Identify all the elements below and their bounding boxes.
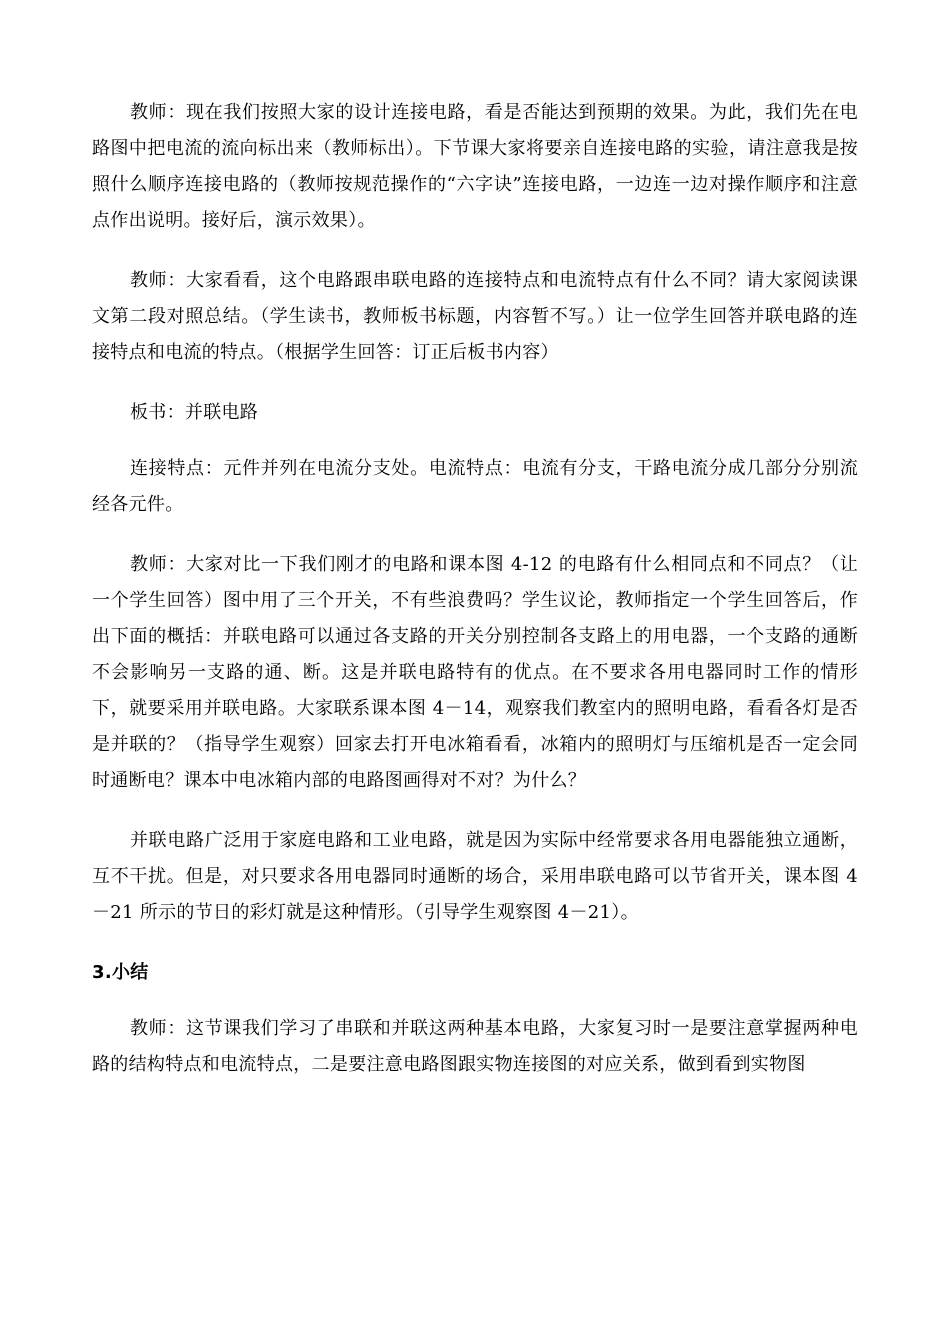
document-body	[92, 95, 858, 1107]
paragraph-applications: 并联电路广泛用于家庭电路和工业电路，就是因为实际中经常要求各用电器能独立通断，互不干扰。但是，对只要求各用电器同时通断的场合，采用串联电路可以节省开关，课本图 4－21 所示的节日的彩灯就是这种情形。（引导学生观察图 4－21）。	[92, 830, 858, 923]
paragraph-compare-figure: 教师：大家对比一下我们刚才的电路和课本图 4-12 的电路有什么相同点和不同点？（让一个学生回答）图中用了三个开关，不有些浪费吗？学生议论，教师指定一个学生回答后，作出下面的概括：并联电路可以通过各支路的开关分别控制各支路上的用电器，一个支路的通断不会影响另一支路的通、断。这是并联电路特有的优点。在不要求各用电器同时工作的情形下，就要采用并联电路。大家联系课本图 4－14，观察我们教室内的照明电路，看看各灯是否是并联的？（指导学生观察）回家去打开电冰箱看看，冰箱内的照明灯与压缩机是否一定会同时通断电？课本中电冰箱内部的电路图画得对不对？为什么？	[92, 554, 858, 791]
paragraph-board-title: 板书：并联电路	[130, 402, 259, 423]
paragraph-characteristics: 连接特点：元件并列在电流分支处。电流特点：电流有分支，干路电流分成几部分分别流经各元件。	[92, 458, 858, 515]
paragraph-circuit-demo: 教师：现在我们按照大家的设计连接电路，看是否能达到预期的效果。为此，我们先在电路图中把电流的流向标出来（教师标出）。下节课大家将要亲自连接电路的实验，请注意我是按照什么顺序连接电路的（教师按规范操作的“六字诀”连接电路，一边连一边对操作顺序和注意点作出说明。接好后，演示效果）。	[92, 102, 858, 231]
paragraph-compare-series: 教师：大家看看，这个电路跟串联电路的连接特点和电流特点有什么不同？请大家阅读课文第二段对照总结。（学生读书，教师板书标题，内容暂不写。）让一位学生回答并联电路的连接特点和电流的特点。（根据学生回答：订正后板书内容）	[92, 270, 858, 363]
section-heading-summary: 3.小结	[92, 962, 149, 983]
paragraph-summary: 教师：这节课我们学习了串联和并联这两种基本电路，大家复习时一是要注意掌握两种电路的结构特点和电流特点，二是要注意电路图跟实物连接图的对应关系，做到看到实物图	[92, 1018, 858, 1075]
